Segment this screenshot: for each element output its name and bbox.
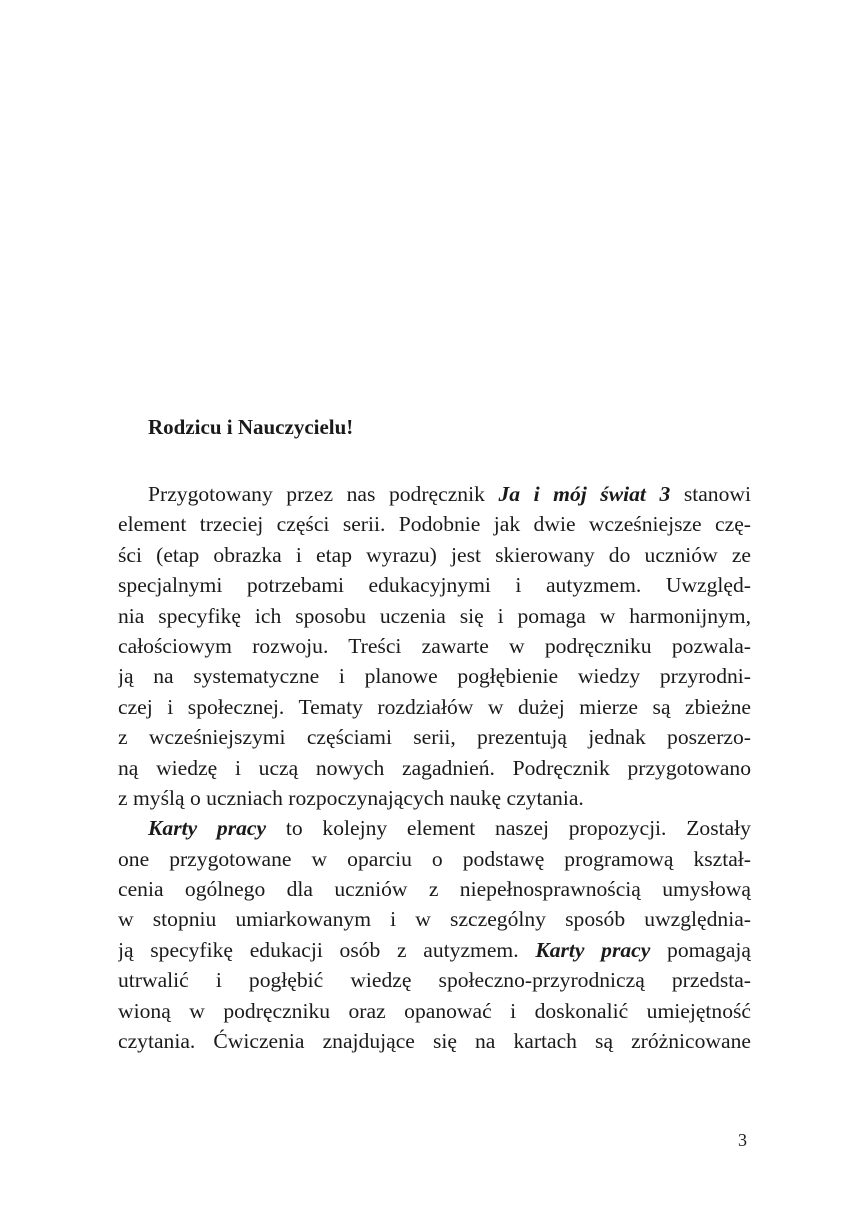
text-line: utrwalić i pogłębić wiedzę społeczno-przyrodniczą przedsta- [118,968,751,993]
text-span: pomagają [650,937,751,962]
paragraph-worksheets [118,813,751,1056]
page-number: 3 [738,1130,747,1150]
text-line: całościowym rozwoju. Treści zawarte w podręczniku pozwala- [118,633,751,658]
text-line [118,813,751,843]
text-line: nia specyfikę ich sposobu uczenia się i pomaga w harmonijnym, [118,603,751,628]
text-line [118,479,751,509]
text-span: to kolejny element naszej propozycji. Zostały [266,816,751,841]
text-span: ją specyfikę edukacji osób z autyzmem. [118,937,536,962]
text-line: z wcześniejszymi częściami serii, prezentują jednak poszerzo- [118,725,751,750]
book-title: Karty pracy [148,816,267,841]
text-line: z myślą o uczniach rozpoczynających naukę czytania. [118,785,584,810]
text-span: stanowi [670,482,751,506]
text-line [118,935,751,965]
paragraph-intro [118,479,751,813]
page-heading: Rodzicu i Nauczycielu! [148,415,354,439]
text-line: wioną w podręczniku oraz opanować i doskonalić umiejętność [118,998,751,1023]
book-title: Ja i mój świat 3 [498,482,671,506]
book-title: Karty pracy [535,937,651,962]
text-line: ści (etap obrazka i etap wyrazu) jest skierowany do uczniów ze [118,542,751,567]
text-line: ją na systematyczne i planowe pogłębienie wiedzy przyrodni- [118,664,751,689]
text-line: w stopniu umiarkowanym i w szczególny sposób uwzględnia- [118,907,751,932]
text-span: Przygotowany przez nas podręcznik [148,482,499,506]
text-line: cenia ogólnego dla uczniów z niepełnosprawnością umysłową [118,877,751,902]
text-line: specjalnymi potrzebami edukacyjnymi i autyzmem. Uwzględ- [118,573,751,598]
page-text [118,412,751,1056]
text-line: element trzeciej części serii. Podobnie jak dwie wcześniejsze czę- [118,512,751,537]
text-line: czej i społecznej. Tematy rozdziałów w dużej mierze są zbieżne [118,694,751,719]
text-line: czytania. Ćwiczenia znajdujące się na kartach są zróżnicowane [118,1029,751,1054]
text-line: one przygotowane w oparciu o podstawę programową kształ- [118,846,751,871]
text-line: ną wiedzę i uczą nowych zagadnień. Podręcznik przygotowano [118,755,751,780]
